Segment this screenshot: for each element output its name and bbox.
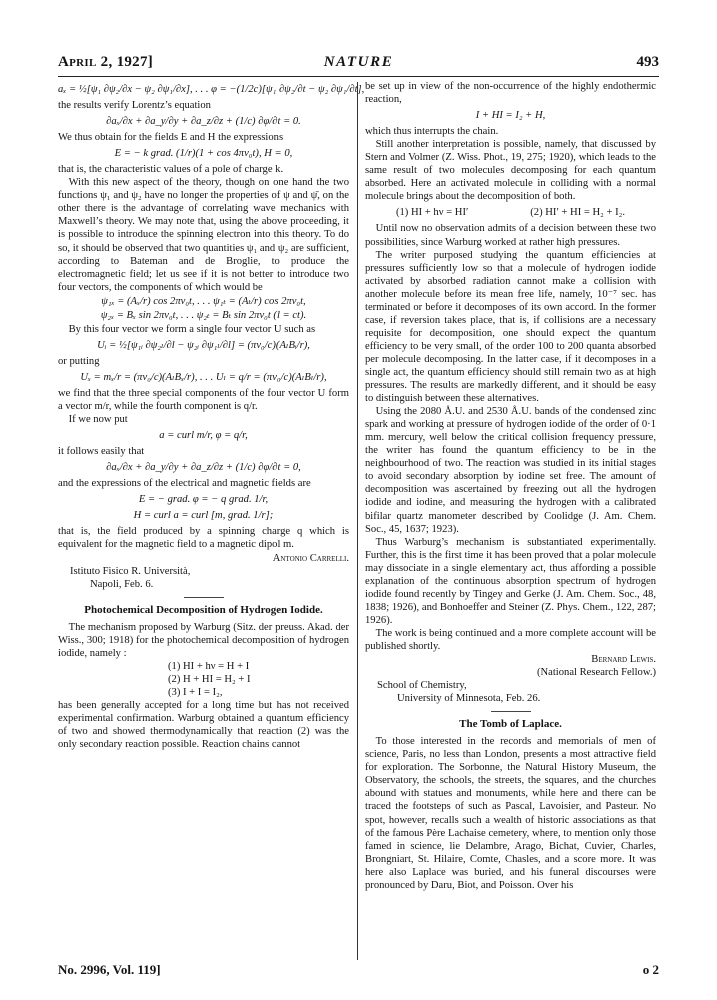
- paragraph-writer-purposed: The writer purposed studying the quantum efficiencies at pressures sufficiently low so that a molecule of hydrogen iodide activated by absorbed radiation cannot make a collision with another molecule before its mean free life, namely, 10⁻⁷ sec. has terminated or before it decomposes of its own accord. In the former case, if reversion takes place, that is, if collisions are a necessary requisite for decomposition, one should expect the quantum efficiency to be very small, of the order 100 to 200 quanta absorbed per molecule decomposing. In the latter case, if it decomposes in a single act, the quantum efficiency should still remain two as at high pressures. The results are markedly different, and it should be easy to distinguish between these alternatives.: [365, 249, 656, 405]
- equation-psi2: ψ₂ₓ = Bₓ sin 2πν₀t, . . . ψ₂ₜ = Bₜ sin 2πν₀t (l = ct).: [100, 309, 307, 321]
- paragraph-stern-volmer: Still another interpretation is possible, namely, that discussed by Stern and Volmer (Z. Wiss. Phot., 19, 275; 1920), which leads to the same result of two molecules decomposing for each quantum absorbed. Here an activated molecule in colliding with a normal molecule brings about the decomposition of both.: [365, 139, 656, 203]
- footer-signature-mark: o 2: [642, 962, 659, 977]
- paragraph-or-putting: or putting: [58, 355, 100, 367]
- section-separator: [184, 597, 224, 598]
- paragraph-tomb-of-laplace: To those interested in the records and memorials of men of science, Paris, no less than London, presents a most attractive field for exploration. The Sorbonne, the Natural History Museum, the Observatory, the schools, the streets, the squares, and the churches abound with statues and monuments, while here and there can be traced the footsteps of such as Pascal, Lavoisier, and Pasteur. No spot, however, recalls such a wealth of historic associations as that of the famous Père Lachaise cemetery, where, to mention only those famed in science, lie Delambre, Arago, Bichat, Cuvier, Charles, Brongniart, St. Hilaire, Comte, Chasles, and a score more. It was here also Laplace was buried, and his funeral discourses were pronounced by Daru, Biot, and Poisson. Over his: [365, 736, 656, 891]
- author-signature-carrelli: Antonio Carrelli.: [272, 552, 349, 564]
- equation-fields-E-H: E = − k grad. (1/r)(1 + cos 4πν₀t), H = 0,: [114, 148, 293, 160]
- equation-psi1: ψ₁ₓ = (Aₓ/r) cos 2πν₀t, . . . ψ₁ₜ = (Aₜ/r) cos 2πν₀t,: [101, 295, 306, 307]
- equation-endothermic: I + HI = I₂ + H,: [475, 110, 546, 122]
- reaction-pair: [365, 206, 656, 219]
- paragraph-characteristic: that is, the characteristic values of a pole of charge k.: [58, 164, 284, 176]
- paragraph-four-vector: By this four vector we form a single four vector U such as: [68, 323, 316, 335]
- header-journal-title: NATURE: [323, 54, 394, 70]
- paragraph-view: be set up in view of the non-occurrence of the highly endothermic reaction,: [365, 81, 656, 106]
- header-date: April 2, 1927]: [58, 54, 154, 70]
- paragraph-special-components: we find that the three special components of the four vector U form a vector m/r, while the fourth component is q/r.: [58, 387, 349, 413]
- affiliation-school: School of Chemistry,: [377, 680, 467, 692]
- equation-H-curl: H = curl a = curl [m, grad. 1/r];: [133, 510, 274, 522]
- header-page-number: 493: [636, 54, 659, 70]
- equation-curl: a = curl m/r, φ = q/r,: [159, 430, 248, 442]
- affiliation-university: University of Minnesota, Feb. 26.: [397, 693, 541, 705]
- paragraph-if-we-put: If we now put: [68, 414, 128, 426]
- section-separator-right: [491, 711, 531, 712]
- equation-E-grad: E = − grad. φ = − q grad. 1/r,: [138, 494, 269, 506]
- equation-U-components: Uₓ = mₓ/r = (πν₀/c)(AₗBₓ/r), . . . Uₗ = q/r = (πν₀/c)(AₗBₗ/r),: [80, 371, 327, 383]
- equation-lorentz: ∂aₓ/∂x + ∂a_y/∂y + ∂a_z/∂z + (1/c) ∂φ/∂t = 0.: [106, 116, 301, 128]
- running-head: [58, 52, 659, 77]
- paragraph-lorentz: the results verify Lorentz’s equation: [58, 100, 211, 112]
- left-column: [58, 80, 365, 751]
- paragraph-fields: We thus obtain for the fields E and H the expressions: [58, 132, 284, 144]
- paragraph-spinning-charge: that is, the field produced by a spinning charge q which is equivalent for the magnetic field to a magnetic dipol m.: [58, 526, 349, 551]
- equation-U-i: Uᵢ = ½[ψ₁ᵢ ∂ψ₂ₗ/∂l − ψ₂ᵢ ∂ψ₁ₗ/∂l] = (πν₀/c)(AₗBᵢ/r),: [97, 339, 310, 351]
- paragraph-new-aspect: With this new aspect of the theory, though on one hand the two functions ψ₁ and ψ₂ have no longer the properties of ψ and ψ̄, on the other there is the advantage of correlating wave mechanics with Maxwell’s theory. We may note that, using the above proceeding, it is possible to introduce the spinning electron into this theory. To do so, it should be observed that two quantities ψ₁ and ψ₂ are sufficient, according to Bateman and de Broglie, to produce the electromagnetic field; let us see if it is not better to introduce two four vectors, the components of which would be: [58, 177, 349, 293]
- column-divider: [357, 82, 358, 960]
- paragraph-using-bands: Using the 2080 Å.U. and 2530 Å.U. bands of the condensed zinc spark and working at pressure of hydrogen iodide of the order of 0·1 mm. mercury, well below the critical collision frequency pressure, the writer has found the quantum efficiency to be in the neighbourhood of two. The reaction was studied in its initial stages to avoid secondary absorption by iodine set free. The amount of decomposition was ascertained by freezing out all the hydrogen iodide and iodine, and measuring the hydrogen with a calibrated bifilar quartz manometer described by Coolidge (J. Am. Chem. Soc., 45, 1637; 1923).: [365, 406, 656, 535]
- paragraph-warburg-substantiated: Thus Warburg’s mechanism is substantiated experimentally. Further, this is the first time it has been proved that a polar molecule may dissociate in a single elementary act, thus affording a possible explanation of the continuous absorption spectrum of hydrogen iodide found recently by Tingey and Gerke (J. Am. Chem. Soc., 48, 1838; 1926), and Bonhoeffer and Steiner (Z. Phys. Chem., 122, 287; 1926).: [365, 536, 656, 626]
- paragraph-expressions: and the expressions of the electrical and magnetic fields are: [58, 478, 311, 490]
- equation-a-phi: aₓ = ½[ψ₁ ∂ψ₂/∂x − ψ₂ ∂ψ₁/∂x], . . . φ = −(1/2c)[ψ₁ ∂ψ₂/∂t − ψ₂ ∂ψ₁/∂t],: [58, 84, 365, 95]
- reaction-3: (3) I + I = I₂,: [168, 686, 223, 698]
- author-fellowship: (National Research Fellow.): [536, 667, 656, 679]
- paragraph-mechanism: The mechanism proposed by Warburg (Sitz. der preuss. Akad. der Wiss., 300; 1918) for the photochemical decomposition of hydrogen iodide, namely :: [58, 621, 349, 659]
- article-heading-photochemical: Photochemical Decomposition of Hydrogen Iodide.: [84, 603, 323, 616]
- reaction-collision: (2) HI′ + HI = H₂ + I₂.: [530, 207, 625, 219]
- author-signature-lewis: Bernard Lewis.: [591, 654, 656, 666]
- affiliation-line-2: Napoli, Feb. 6.: [90, 578, 154, 590]
- paragraph-interrupts: which thus interrupts the chain.: [365, 126, 499, 138]
- equation-divergence: ∂aₓ/∂x + ∂a_y/∂y + ∂a_z/∂z + (1/c) ∂φ/∂t = 0,: [106, 462, 301, 474]
- article-heading-laplace: The Tomb of Laplace.: [459, 718, 562, 731]
- paragraph-work-continued: The work is being continued and a more complete account will be published shortly.: [365, 627, 656, 652]
- two-column-body: [58, 80, 659, 960]
- page-footer: [58, 962, 659, 982]
- affiliation-line-1: Istituto Fisico R. Università,: [70, 565, 191, 577]
- reaction-2: (2) H + HI = H₂ + I: [168, 673, 251, 685]
- paragraph-follows: it follows easily that: [58, 446, 145, 458]
- footer-issue-volume: No. 2996, Vol. 119]: [58, 962, 161, 977]
- paragraph-accepted: has been generally accepted for a long time but has not received experimental confirmation. Warburg obtained a quantum efficiency of two and showed thermodynamically that reaction (2) was the only secondary reaction possible. Reaction chains cannot: [58, 699, 349, 751]
- right-column: [365, 80, 656, 892]
- paragraph-until-now: Until now no observation admits of a decision between these two possibilities, since Warburg worked at rather high pressures.: [365, 223, 656, 248]
- reaction-1: (1) HI + hν = H + I: [168, 660, 250, 672]
- reaction-activation: (1) HI + hν = HI′: [395, 207, 469, 219]
